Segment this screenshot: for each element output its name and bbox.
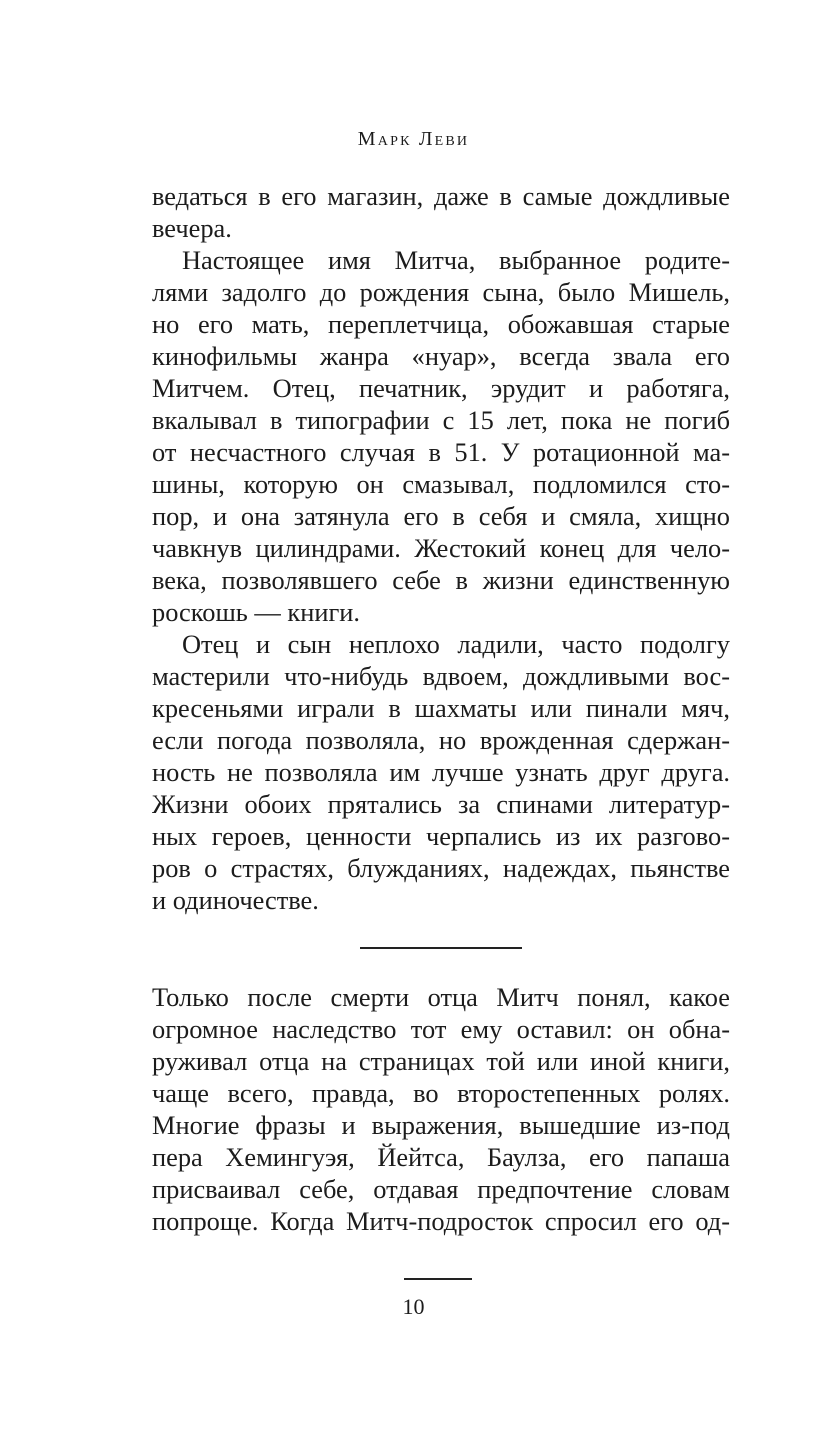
text-line: вкалывал в типографии с 15 лет, пока не погиб	[152, 405, 730, 435]
text-line: чавкнув цилиндрами. Жестокий конец для чело-	[152, 533, 730, 563]
paragraph-continued	[152, 180, 730, 244]
text-line: лями задолго до рождения сына, было Мишель,	[152, 277, 730, 307]
paragraph-mitch-name	[152, 244, 730, 628]
text-line: присваивал себе, отдавая предпочтение словам	[152, 1174, 730, 1204]
text-line: Многие фразы и выражения, вышедшие из-под	[152, 1110, 730, 1140]
paragraph-inheritance	[152, 981, 730, 1237]
text-line: но его мать, переплетчица, обожавшая старые	[152, 309, 730, 339]
text-line: Жизни обоих прятались за спинами литератур-	[152, 789, 730, 819]
text-line: века, позволявшего себе в жизни единственную	[152, 565, 730, 595]
text-line: ров о страстях, блужданиях, надеждах, пьянстве	[152, 853, 730, 883]
folio-rule	[404, 1278, 472, 1280]
text-line: чаще всего, правда, во второстепенных ролях.	[152, 1078, 730, 1108]
text-line: кинофильмы жанра «нуар», всегда звала его	[152, 341, 730, 371]
text-line: шины, которую он смазывал, подломился сто-	[152, 469, 730, 499]
section-separator-rule	[360, 947, 522, 949]
text-line: Только после смерти отца Митч понял, какое	[152, 982, 730, 1012]
text-block-section	[152, 981, 730, 1237]
text-line: кресеньями играли в шахматы или пинали мяч,	[152, 693, 730, 723]
text-line: ных героев, ценности черпались из их разгово-	[152, 821, 730, 851]
text-line: вечера.	[152, 213, 232, 243]
text-line: пера Хемингуэя, Йейтса, Баулза, его папаша	[152, 1142, 730, 1172]
text-line: пор, и она затянула его в себя и смяла, хищно	[152, 501, 730, 531]
text-line: ность не позволяла им лучше узнать друг друга.	[152, 757, 730, 787]
text-line: Отец и сын неплохо ладили, часто подолгу	[182, 629, 730, 659]
text-line: ведаться в его магазин, даже в самые дождливые	[152, 181, 730, 211]
text-line: Митчем. Отец, печатник, эрудит и работяга,	[152, 373, 730, 403]
text-line: руживал отца на страницах той или иной книги,	[152, 1046, 730, 1076]
text-line: попроще. Когда Митч-подросток спросил его од-	[152, 1206, 730, 1236]
running-head-author: Марк Леви	[357, 128, 470, 150]
text-line: роскошь — книги.	[152, 597, 360, 627]
text-line: если погода позволяла, но врожденная сдержан-	[152, 725, 730, 755]
text-block-main	[152, 180, 730, 916]
text-line: Настоящее имя Митча, выбранное родите-	[182, 245, 730, 275]
text-line: и одиночестве.	[152, 885, 319, 915]
paragraph-father-son	[152, 628, 730, 916]
text-line: от несчастного случая в 51. У ротационной ма-	[152, 437, 730, 467]
page-number: 10	[402, 1294, 425, 1319]
text-line: мастерили что-нибудь вдвоем, дождливыми вос-	[152, 661, 730, 691]
text-line: огромное наследство тот ему оставил: он обна-	[152, 1014, 730, 1044]
